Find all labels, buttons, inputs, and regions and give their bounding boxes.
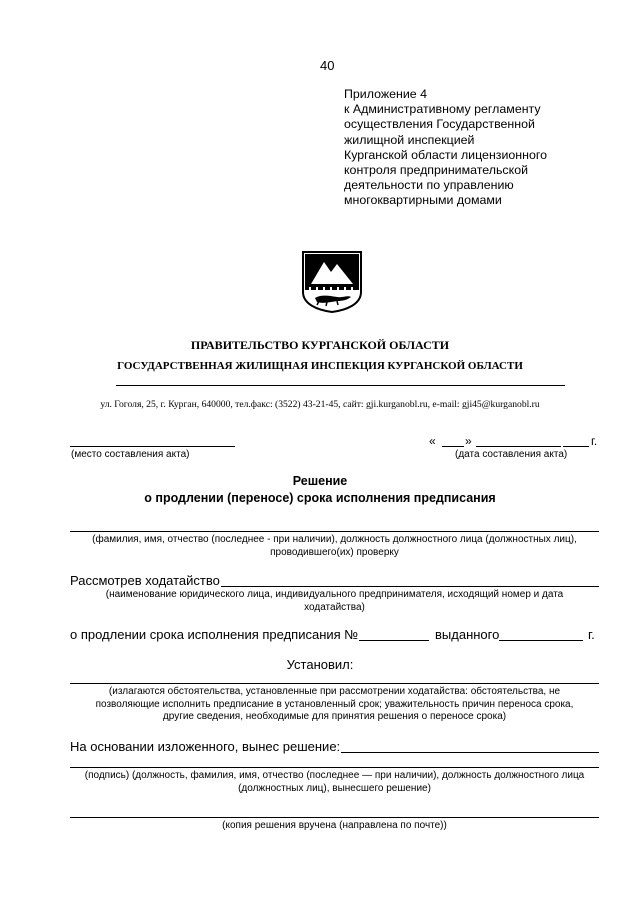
appendix-line: Курганской области лицензионного [344,147,547,162]
quote-close: » [465,434,472,448]
petition-line [221,586,599,587]
established-line [70,683,599,684]
decision-line-1 [341,752,599,753]
delivery-caption: (копия решения вручена (направлена по почте)) [222,820,447,831]
caption-line: (подпись) (должность, фамилия, имя, отчество (последнее — при наличии), должность должностного лица [84,770,585,781]
year-line [563,446,589,447]
established-caption [70,686,599,724]
caption-line: (фамилия, имя, отчество (последнее - при наличии), должность должностного лица (должностных лиц), [92,534,577,545]
document-title: Решение [292,474,348,488]
appendix-line: жилищной инспекцией [344,132,475,147]
contact-address: ул. Гоголя, 25, г. Курган, 640000, тел.факс: (3522) 43-21-45, сайт: gji.kurganobl.ru, e-mail: gji45@kurganobl.ru [100,399,540,410]
document-subtitle: о продлении (переносе) срока исполнения предписания [144,491,496,505]
coat-of-arms-icon [297,250,367,314]
date-caption: (дата составления акта) [455,449,568,460]
petition-caption [70,589,599,614]
extension-year-suffix: г. [588,627,595,642]
inspection-title: ГОСУДАРСТВЕННАЯ ЖИЛИЩНАЯ ИНСПЕКЦИЯ КУРГАНСКОЙ ОБЛАСТИ [117,360,523,372]
day-line [442,446,464,447]
caption-line: ходатайства) [304,601,365,613]
order-number-line [359,640,429,641]
decision-label: На основании изложенного, вынес решение: [70,739,341,754]
place-line [70,446,235,447]
caption-line: (излагаются обстоятельства, установленные при рассмотрении ходатайства: обстоятельства, не [108,686,561,697]
inspector-caption [70,534,599,559]
caption-line: позволяющие исполнить предписание в установленный срок; уважительность причин переноса срока, [95,698,574,710]
extension-label: о продлении срока исполнения предписания № [70,627,359,642]
caption-line: другие сведения, необходимые для принятия решения о переносе срока) [162,711,507,723]
inspector-line [70,531,599,532]
appendix-line: осуществления Государственной [344,117,535,132]
appendix-line: многоквартирными домами [344,193,502,208]
quote-open: « [429,434,436,448]
decision-line-2 [70,767,599,768]
appendix-line: деятельности по управлению [344,178,514,193]
issued-label: выданного [435,627,500,642]
caption-line: (должностных лиц), вынесшего решение) [238,782,431,794]
caption-line: проводившего(их) проверку [270,546,399,558]
appendix-line: контроля предпринимательской [344,163,529,178]
page-number: 40 [320,58,335,73]
delivery-line [70,817,599,818]
header-divider [116,385,565,386]
month-line [476,446,561,447]
government-title: ПРАВИТЕЛЬСТВО КУРГАНСКОЙ ОБЛАСТИ [190,338,450,352]
place-caption: (место составления акта) [71,449,190,460]
appendix-note [344,87,604,209]
caption-line: (наименование юридического лица, индивидуального предпринимателя, исходящий номер и дата [105,589,564,600]
established-label: Установил: [286,657,354,672]
date-field [429,434,599,450]
year-suffix: г. [591,434,598,448]
issued-date-line [499,640,583,641]
decision-caption [70,770,599,795]
appendix-line: Приложение 4 [344,87,428,101]
petition-label: Рассмотрев ходатайство [70,573,220,588]
appendix-line: к Административному регламенту [344,102,541,117]
